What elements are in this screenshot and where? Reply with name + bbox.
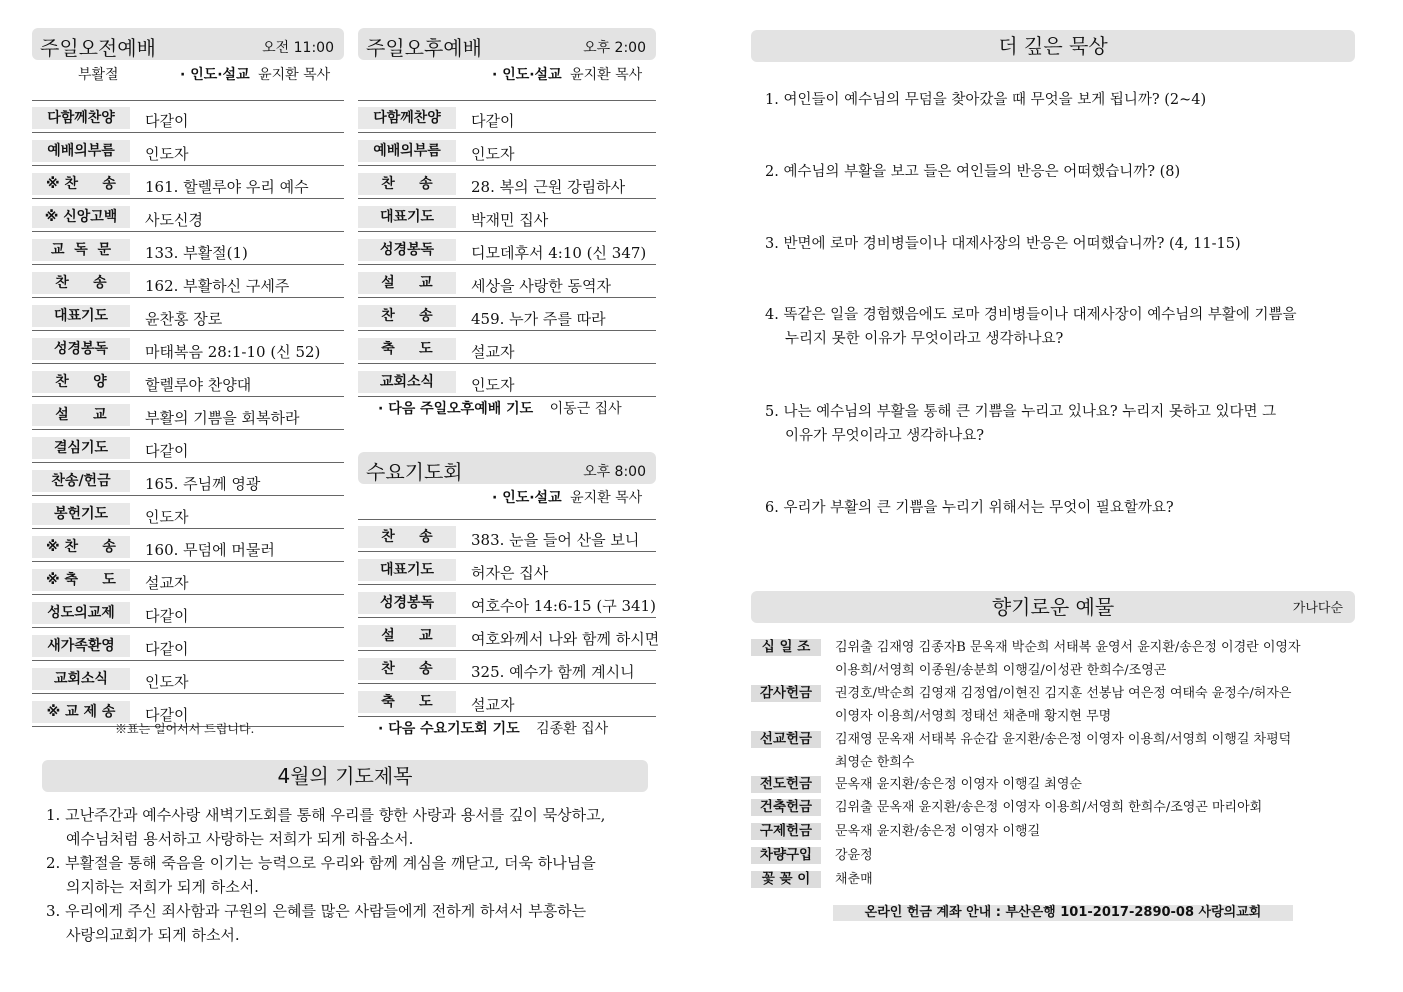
meditation-question-line: 1. 여인들이 예수님의 무덤을 찾아갔을 때 무엇을 보게 됩니까? (2~4) [765, 92, 1207, 108]
morning-service-header [32, 28, 344, 60]
afternoon-next-prayer [378, 398, 622, 418]
order-item-value: 161. 할렐루야 우리 예수 [145, 178, 309, 196]
meditation-title: 더 깊은 묵상 [751, 30, 1355, 62]
order-item-label: 성경봉독 [358, 592, 456, 614]
order-item-value: 383. 눈을 들어 산을 보니 [471, 531, 640, 549]
order-row [358, 365, 656, 397]
meditation-question-line: 6. 우리가 부활의 큰 기쁨을 누리기 위해서는 무엇이 필요할까요? [765, 500, 1174, 516]
order-item-label: 설 교 [358, 272, 456, 294]
morning-leader [180, 64, 330, 84]
offering-category: 건축헌금 [751, 799, 821, 816]
offering-names-line: 강윤정 [835, 848, 873, 863]
order-row [358, 685, 656, 717]
offering-names [835, 844, 1345, 867]
order-item-value: 325. 예수가 함께 계시니 [471, 663, 635, 681]
offering-names-line: 이용희/서영희 이종원/송분희 이행길/이성관 한희수/조영곤 [835, 663, 1167, 678]
order-item-label: 찬송/헌금 [32, 470, 130, 492]
prayer-topic-line: 2. 부활절을 통해 죽음을 이기는 능력으로 우리와 함께 계심을 깨닫고, 더욱 하나님을 [46, 854, 596, 872]
wednesday-service-time: 오후 8:00 [583, 464, 646, 480]
offering-names-line: 이영자 이용희/서영희 정태선 채춘매 황지현 무명 [835, 709, 1112, 724]
offering-names [835, 820, 1345, 843]
order-row [32, 398, 344, 430]
order-item-label: 예배의부름 [358, 140, 456, 162]
afternoon-next-prayer-label: · 다음 주일오후예배 기도 [378, 401, 534, 417]
afternoon-leader [492, 64, 642, 84]
order-row [358, 167, 656, 199]
order-item-label: 다함께찬양 [358, 107, 456, 129]
order-item-value: 인도자 [471, 145, 515, 163]
order-row [32, 431, 344, 463]
offering-category: 차량구입 [751, 847, 821, 864]
order-item-label: 축 도 [358, 691, 456, 713]
order-item-value: 디모데후서 4:10 (신 347) [471, 244, 647, 262]
order-row [358, 619, 660, 651]
order-row [358, 200, 656, 232]
offering-category: 꽃 꽂 이 [751, 871, 821, 888]
order-item-value: 박재민 집사 [471, 211, 549, 229]
morning-footnote: ※표는 일어서서 드립니다. [115, 722, 255, 736]
meditation-question-line: 5. 나는 예수님의 부활을 통해 큰 기쁨을 누리고 있나요? 누리지 못하고 있다면 그 [765, 404, 1277, 420]
wednesday-leader-name: 윤지환 목사 [570, 490, 643, 506]
order-row [32, 101, 344, 133]
offering-names-line: 권경호/박순희 김영재 김정엽/이현진 김지훈 선봉남 여은정 여태숙 윤정수/허자은 [835, 686, 1292, 701]
wednesday-next-prayer-label: · 다음 수요기도회 기도 [378, 721, 520, 737]
order-item-value: 여호수아 14:6-15 (구 341) [471, 597, 656, 615]
order-item-label: 교회소식 [358, 371, 456, 393]
meditation-question-line: 4. 똑같은 일을 경험했음에도 로마 경비병들이나 대제사장이 예수님의 부활에 기쁨을 [765, 307, 1297, 323]
order-item-label: ※ 찬 송 [32, 536, 130, 558]
afternoon-next-prayer-name: 이동근 집사 [549, 401, 622, 417]
order-row [32, 365, 344, 397]
order-item-value: 다같이 [145, 607, 189, 625]
offering-names [835, 773, 1345, 796]
prayer-topics-list [46, 803, 646, 947]
order-item-label: 축 도 [358, 338, 456, 360]
online-offering-account: 온라인 헌금 계좌 안내 : 부산은행 101-2017-2890-08 사랑의교회 [833, 905, 1293, 921]
order-item-label: 찬 송 [358, 526, 456, 548]
order-item-label: ※ 신앙고백 [32, 206, 130, 228]
order-item-value: 여호와께서 나와 함께 하시면 [471, 630, 660, 648]
afternoon-leader-label: · 인도·설교 [492, 67, 562, 83]
order-item-value: 다같이 [145, 640, 189, 658]
order-row [358, 520, 656, 552]
meditation-question [765, 232, 1241, 256]
prayer-topic-line: 예수님처럼 용서하고 사랑하는 저희가 되게 하옵소서. [66, 830, 414, 848]
morning-leader-name: 윤지환 목사 [258, 67, 331, 83]
prayer-topic-line: 의지하는 저희가 되게 하소서. [66, 878, 259, 896]
offering-category: 구제헌금 [751, 823, 821, 840]
wednesday-leader-label: · 인도·설교 [492, 490, 562, 506]
offering-names-line: 문옥재 윤지환/송은정 이영자 이행길 [835, 824, 1041, 839]
morning-leader-label: · 인도·설교 [180, 67, 250, 83]
order-item-value: 160. 무덤에 머물러 [145, 541, 275, 559]
order-item-value: 133. 부활절(1) [145, 244, 248, 262]
meditation-question [765, 496, 1174, 520]
meditation-question-line: 2. 예수님의 부활을 보고 들은 여인들의 반응은 어떠했습니까? (8) [765, 164, 1181, 180]
order-item-value: 설교자 [471, 696, 515, 714]
offering-names [835, 728, 1345, 774]
order-item-value: 윤찬홍 장로 [145, 310, 223, 328]
offering-names [835, 868, 1345, 891]
offering-category: 전도헌금 [751, 776, 821, 793]
order-item-value: 459. 누가 주를 따라 [471, 310, 606, 328]
order-item-value: 인도자 [145, 145, 189, 163]
order-row [32, 629, 344, 661]
morning-service-time: 오전 11:00 [262, 40, 334, 56]
order-item-value: 설교자 [471, 343, 515, 361]
order-item-value: 다같이 [145, 442, 189, 460]
order-row [32, 299, 344, 331]
order-item-value: 마태복음 28:1-10 (신 52) [145, 343, 321, 361]
afternoon-order-table [358, 100, 656, 398]
order-item-value: 사도신경 [145, 211, 203, 229]
wednesday-next-prayer-name: 김종환 집사 [536, 721, 609, 737]
wednesday-service-title: 수요기도회 [366, 460, 463, 484]
offering-names-line: 채춘매 [835, 872, 873, 887]
offering-category: 선교헌금 [751, 731, 821, 748]
offering-names [835, 682, 1345, 728]
order-item-label: 대표기도 [358, 206, 456, 228]
offering-category: 감사헌금 [751, 685, 821, 702]
order-item-label: 찬 송 [358, 305, 456, 327]
order-row [32, 596, 344, 628]
order-item-label: 성도의교제 [32, 602, 130, 624]
order-row [358, 553, 656, 585]
afternoon-service-time: 오후 2:00 [583, 40, 646, 56]
order-item-value: 부활의 기쁨을 회복하라 [145, 409, 300, 427]
morning-occasion: 부활절 [78, 67, 119, 83]
order-row [32, 662, 344, 694]
order-item-label: 설 교 [32, 404, 130, 426]
order-item-label: 봉헌기도 [32, 503, 130, 525]
order-item-value: 인도자 [145, 673, 189, 691]
order-row [358, 586, 656, 618]
order-item-label: 찬 송 [358, 173, 456, 195]
meditation-question [765, 400, 1276, 448]
order-row [32, 200, 344, 232]
order-item-label: 찬 송 [32, 272, 130, 294]
order-item-value: 28. 복의 근원 강림하사 [471, 178, 626, 196]
offering-names [835, 636, 1345, 682]
meditation-question-line: 이유가 무엇이라고 생각하나요? [785, 428, 985, 444]
order-row [358, 233, 656, 265]
prayer-topic-line: 1. 고난주간과 예수사랑 새벽기도회를 통해 우리를 향한 사랑과 용서를 깊이 묵상하고, [46, 806, 606, 824]
prayer-topic-line: 사랑의교회가 되게 하소서. [66, 926, 240, 944]
meditation-question-line: 누리지 못한 이유가 무엇이라고 생각하나요? [785, 331, 1064, 347]
offering-category: 십 일 조 [751, 639, 821, 656]
order-item-label: 결심기도 [32, 437, 130, 459]
offering-names-line: 김위출 김재영 김종자B 문옥재 박순희 서태복 윤영서 윤지환/송은정 이경란 이영자 [835, 640, 1301, 655]
order-row [32, 563, 344, 595]
wednesday-service-header [358, 452, 656, 484]
prayer-topic-line: 3. 우리에게 주신 죄사함과 구원의 은혜를 많은 사람들에게 전하게 하셔서 부흥하는 [46, 902, 587, 920]
order-item-value: 세상을 사랑한 동역자 [471, 277, 611, 295]
order-item-label: 대표기도 [358, 559, 456, 581]
order-item-label: 교회소식 [32, 668, 130, 690]
wednesday-order-table [358, 519, 660, 718]
order-item-label: 성경봉독 [358, 239, 456, 261]
order-row [32, 530, 344, 562]
morning-order-table [32, 100, 344, 728]
order-item-label: 대표기도 [32, 305, 130, 327]
order-row [32, 266, 344, 298]
order-item-value: 설교자 [145, 574, 189, 592]
offering-names-line: 김위출 문옥재 윤지환/송은정 이영자 이용희/서영희 한희수/조영곤 마리아회 [835, 800, 1263, 815]
order-row [358, 266, 656, 298]
order-row [32, 134, 344, 166]
meditation-question [765, 303, 1297, 351]
offering-names [835, 796, 1345, 819]
wednesday-next-prayer [378, 718, 608, 738]
offering-names-line: 최영순 한희수 [835, 755, 915, 770]
prayer-topics-title: 4월의 기도제목 [42, 760, 648, 792]
order-row [32, 233, 344, 265]
order-item-value: 다같이 [145, 706, 189, 724]
order-row [32, 167, 344, 199]
order-row [358, 652, 656, 684]
order-item-label: 설 교 [358, 625, 456, 647]
order-row [358, 101, 656, 133]
offerings-header [751, 591, 1355, 623]
meditation-question-line: 3. 반면에 로마 경비병들이나 대제사장의 반응은 어떠했습니까? (4, 11-15) [765, 236, 1241, 252]
order-item-value: 할렐루야 찬양대 [145, 376, 252, 394]
order-row [358, 134, 656, 166]
afternoon-service-title: 주일오후예배 [366, 36, 482, 60]
order-item-label: 교 독 문 [32, 239, 130, 261]
order-row [32, 464, 344, 496]
offering-names-line: 김재영 문옥재 서태복 유순갑 윤지환/송은정 이영자 이용희/서영희 이행길 차평덕 [835, 732, 1292, 747]
offerings-title: 향기로운 예물 [991, 595, 1115, 619]
order-row [358, 332, 656, 364]
afternoon-leader-name: 윤지환 목사 [570, 67, 643, 83]
order-item-value: 165. 주님께 영광 [145, 475, 261, 493]
order-row [32, 497, 344, 529]
order-item-label: 성경봉독 [32, 338, 130, 360]
offering-names-line: 문옥재 윤지환/송은정 이영자 이행길 최영순 [835, 777, 1082, 792]
order-item-value: 허자은 집사 [471, 564, 549, 582]
order-item-label: 다함께찬양 [32, 107, 130, 129]
offerings-order-note: 가나다순 [1292, 601, 1343, 616]
order-item-value: 인도자 [145, 508, 189, 526]
order-item-value: 다같이 [471, 112, 515, 130]
order-item-label: ※ 교 제 송 [32, 701, 130, 723]
order-row [32, 332, 344, 364]
order-item-value: 인도자 [471, 376, 515, 394]
order-item-label: 새가족환영 [32, 635, 130, 657]
order-item-label: 찬 송 [358, 658, 456, 680]
meditation-question [765, 160, 1180, 184]
wednesday-leader [492, 487, 642, 507]
order-row [358, 299, 656, 331]
order-item-label: 찬 양 [32, 371, 130, 393]
order-item-value: 162. 부활하신 구세주 [145, 277, 290, 295]
meditation-question [765, 88, 1206, 112]
order-item-value: 다같이 [145, 112, 189, 130]
order-item-label: ※ 찬 송 [32, 173, 130, 195]
morning-service-title: 주일오전예배 [40, 36, 156, 60]
afternoon-service-header [358, 28, 656, 60]
order-item-label: 예배의부름 [32, 140, 130, 162]
order-item-label: ※ 축 도 [32, 569, 130, 591]
